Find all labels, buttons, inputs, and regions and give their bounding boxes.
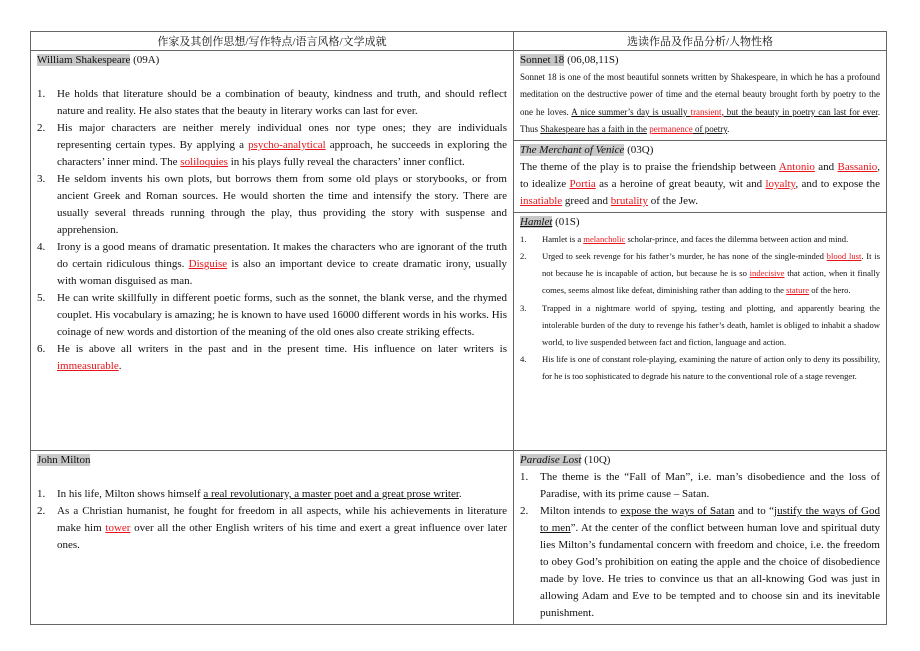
item-number: 2. [520, 505, 529, 518]
list-item [37, 171, 507, 239]
keyword: brutality [610, 195, 648, 208]
item-number: 2. [520, 251, 527, 262]
underlined-text: , but the beauty in poetry can last for ever [721, 106, 878, 117]
exam-code: (03Q) [624, 144, 654, 157]
list-item [37, 120, 507, 171]
list-item [37, 341, 507, 375]
text-run: He is above all writers in the past and in the present time. His influence on later writers is [57, 343, 507, 355]
text-run: and [814, 161, 838, 174]
keyword: indecisive [749, 268, 785, 279]
text-run: He holds that literature should be a combination of beauty, kindness and truth, and should reflect nature and reality. He also states that the beauty in literary works can last for ever. [57, 88, 507, 117]
keyword: Disguise [188, 258, 228, 270]
work-title: Hamlet [520, 216, 553, 229]
text-run: of the Jew. [648, 195, 698, 208]
item-number: 1. [520, 471, 529, 484]
item-number: 4. [37, 241, 46, 253]
sonnet-analysis [520, 69, 880, 138]
item-number: 4. [520, 353, 527, 364]
list-item [520, 300, 880, 351]
keyword: tower [105, 522, 131, 535]
exam-code: (01S) [552, 216, 580, 229]
underlined-text: of poetry [692, 123, 728, 134]
work-title: The Merchant of Venice [520, 144, 625, 157]
keyword: Portia [569, 178, 596, 191]
text-run: Sonnet 18 is one of the most beautiful sonnets written by Shakespeare, in which he has a profound meditation on the destructive power of time and the eternal beauty brought forth by poetry to the one he loves. [520, 72, 880, 117]
text-run: . It is not because he is incapable of action, but because he is so [542, 251, 880, 279]
keyword: transient [690, 106, 722, 117]
list-item [520, 469, 880, 503]
list-item [520, 503, 880, 622]
keyword: loyalty [765, 178, 796, 191]
keyword: Bassanio [837, 161, 878, 174]
text-run: , to idealize [520, 161, 880, 191]
keyword: soliloquies [180, 156, 228, 168]
milton-points [37, 486, 507, 554]
text-run: in his plays fully reveal the characters’ inner conflict. [227, 156, 465, 168]
text-run: The theme is the “Fall of Man”, i.e. man’s disobedience and the loss of Paradise, with its prime cause – Satan. [540, 471, 880, 501]
list-item [37, 503, 507, 554]
text-run: . [118, 360, 122, 372]
paradise-lost-cell [514, 451, 887, 625]
text-run: In his life, Milton shows himself [57, 488, 204, 501]
text-run: His life is one of constant role-playing, examining the nature of action only to deny its possibility, for he is too sophisticated to degrade his nature to the conventional role of a stage revenger. [542, 353, 880, 381]
text-run: His major characters are neither merely individual ones nor type ones; they are individuals representing certain types. By applying a [57, 122, 507, 151]
text-run: Urged to seek revenge for his father’s murder, he has none of the single-minded [542, 251, 827, 262]
underlined-text: Shakespeare has a faith in the [540, 123, 647, 134]
work-title: Paradise Lost [520, 454, 582, 467]
keyword: stature [786, 285, 810, 296]
exam-code: (06,08,11S) [564, 54, 619, 66]
header-row [31, 32, 887, 51]
keyword: Antonio [778, 161, 815, 174]
list-item [37, 239, 507, 290]
literature-table [30, 31, 887, 625]
keyword: permanence [649, 123, 693, 134]
text-run: Irony is a good means of dramatic presentation. It makes the characters who are ignorant of the truth do certain ridiculous things. [57, 241, 507, 270]
text-run: Milton intends to [540, 505, 621, 518]
item-number: 1. [37, 488, 46, 501]
underlined-text: a real revolutionary, a master poet and a great prose writer [203, 488, 459, 501]
underlined-text: expose the ways of Satan [620, 505, 735, 518]
list-item [520, 248, 880, 299]
item-number: 2. [37, 122, 46, 134]
item-number: 1. [520, 234, 527, 245]
item-number: 5. [37, 292, 46, 304]
text-run: He can write skillfully in different poetic forms, such as the sonnet, the blank verse, and the rhymed couplet. His vocabulary is amazing; he is known to have used 16000 different words in his works. His coinage of new words and distortion of the meaning of the old ones also create striking effects. [57, 292, 507, 338]
list-item [37, 86, 507, 120]
author-name: William Shakespeare [37, 54, 131, 66]
keyword: melancholic [583, 234, 626, 245]
keyword: insatiable [520, 195, 563, 208]
merchant-analysis [520, 159, 880, 210]
text-run: ”. At the center of the conflict between human love and spiritual duty lies Milton’s fundamental concern with freedom and choice, i.e. the freedom to obey God’s prohibition on eating the apple and the choice of disobedience made by love. He tries to convince us that an all-knowing God was just in allowing Adam and Eve to be tempted and to choose sin and its inevitable punishment. [540, 522, 881, 620]
work-title: Sonnet 18 [520, 54, 565, 66]
text-run: scholar-prince, and faces the dilemma between action and mind. [625, 234, 849, 245]
shakespeare-points [37, 86, 507, 375]
text-run: of the hero. [809, 285, 851, 296]
underlined-text: A nice summer’s day is usually [571, 106, 691, 117]
text-run: Trapped in a nightmare world of spying, testing and plotting, and apparently bearing the intolerable burden of the duty to revenge his father’s death, hamlet is obliged to inhabit a shadow world, to live suspended between fact and fiction, language and action. [542, 302, 880, 347]
merchant-cell [514, 141, 887, 213]
text-run: The theme of the play is to praise the friendship between [520, 161, 779, 174]
text-run: Hamlet is a [542, 234, 584, 245]
exam-code: (09A) [130, 54, 160, 66]
text-run: over all the other English writers of his time and exert a great influence over later ones. [57, 522, 508, 552]
text-run: , and to expose the [795, 178, 880, 191]
list-item [520, 231, 880, 248]
item-number: 6. [37, 343, 46, 355]
text-run: . [458, 488, 462, 501]
hamlet-cell [514, 213, 887, 451]
text-run: as a heroine of great beauty, wit and [595, 178, 766, 191]
list-item [37, 290, 507, 341]
text-run: greed and [562, 195, 611, 208]
keyword: blood lust [826, 251, 862, 262]
text-run: He seldom invents his own plots, but borrows them from some old plays or storybooks, or from ancient Greek and Roman sources. He would shorten the time and intensify the story. There are usually several threads running through the play, thus providing the story with suspense and apprehension. [57, 173, 507, 236]
underlined-text: justify the ways of God to men [540, 505, 881, 535]
milton-cell [31, 451, 514, 625]
text-run: is also an important device to create dramatic irony, usually with woman disguised as man. [57, 258, 507, 287]
list-item [520, 351, 880, 385]
text-run: . [727, 123, 730, 134]
keyword: psycho-analytical [248, 139, 326, 151]
list-item [37, 486, 507, 503]
text-run: and to “ [734, 505, 775, 518]
item-number: 3. [37, 173, 46, 185]
sonnet-cell [514, 51, 887, 141]
item-number: 2. [37, 505, 46, 518]
keyword: immeasurable [57, 360, 119, 372]
hamlet-points [520, 231, 880, 385]
text-run: approach, he succeeds in exploring the characters’ inner mind. The [57, 139, 507, 168]
header-right: 选读作品及作品分析/人物性格 [514, 32, 887, 51]
header-left: 作家及其创作思想/写作特点/语言风格/文学成就 [31, 32, 514, 51]
text-run: As a Christian humanist, he fought for freedom in all aspects, while his achievements in literature make him [57, 505, 507, 535]
item-number: 1. [37, 88, 46, 100]
author-name: John Milton [37, 454, 91, 467]
text-run: that action, when it finally comes, seems almost like defeat, diminishing rather than adding to the [542, 268, 880, 296]
text-run: . Thus [520, 106, 880, 134]
item-number: 3. [520, 302, 527, 313]
paradise-points [520, 469, 880, 622]
shakespeare-cell [31, 51, 514, 451]
exam-code: (10Q) [581, 454, 611, 467]
